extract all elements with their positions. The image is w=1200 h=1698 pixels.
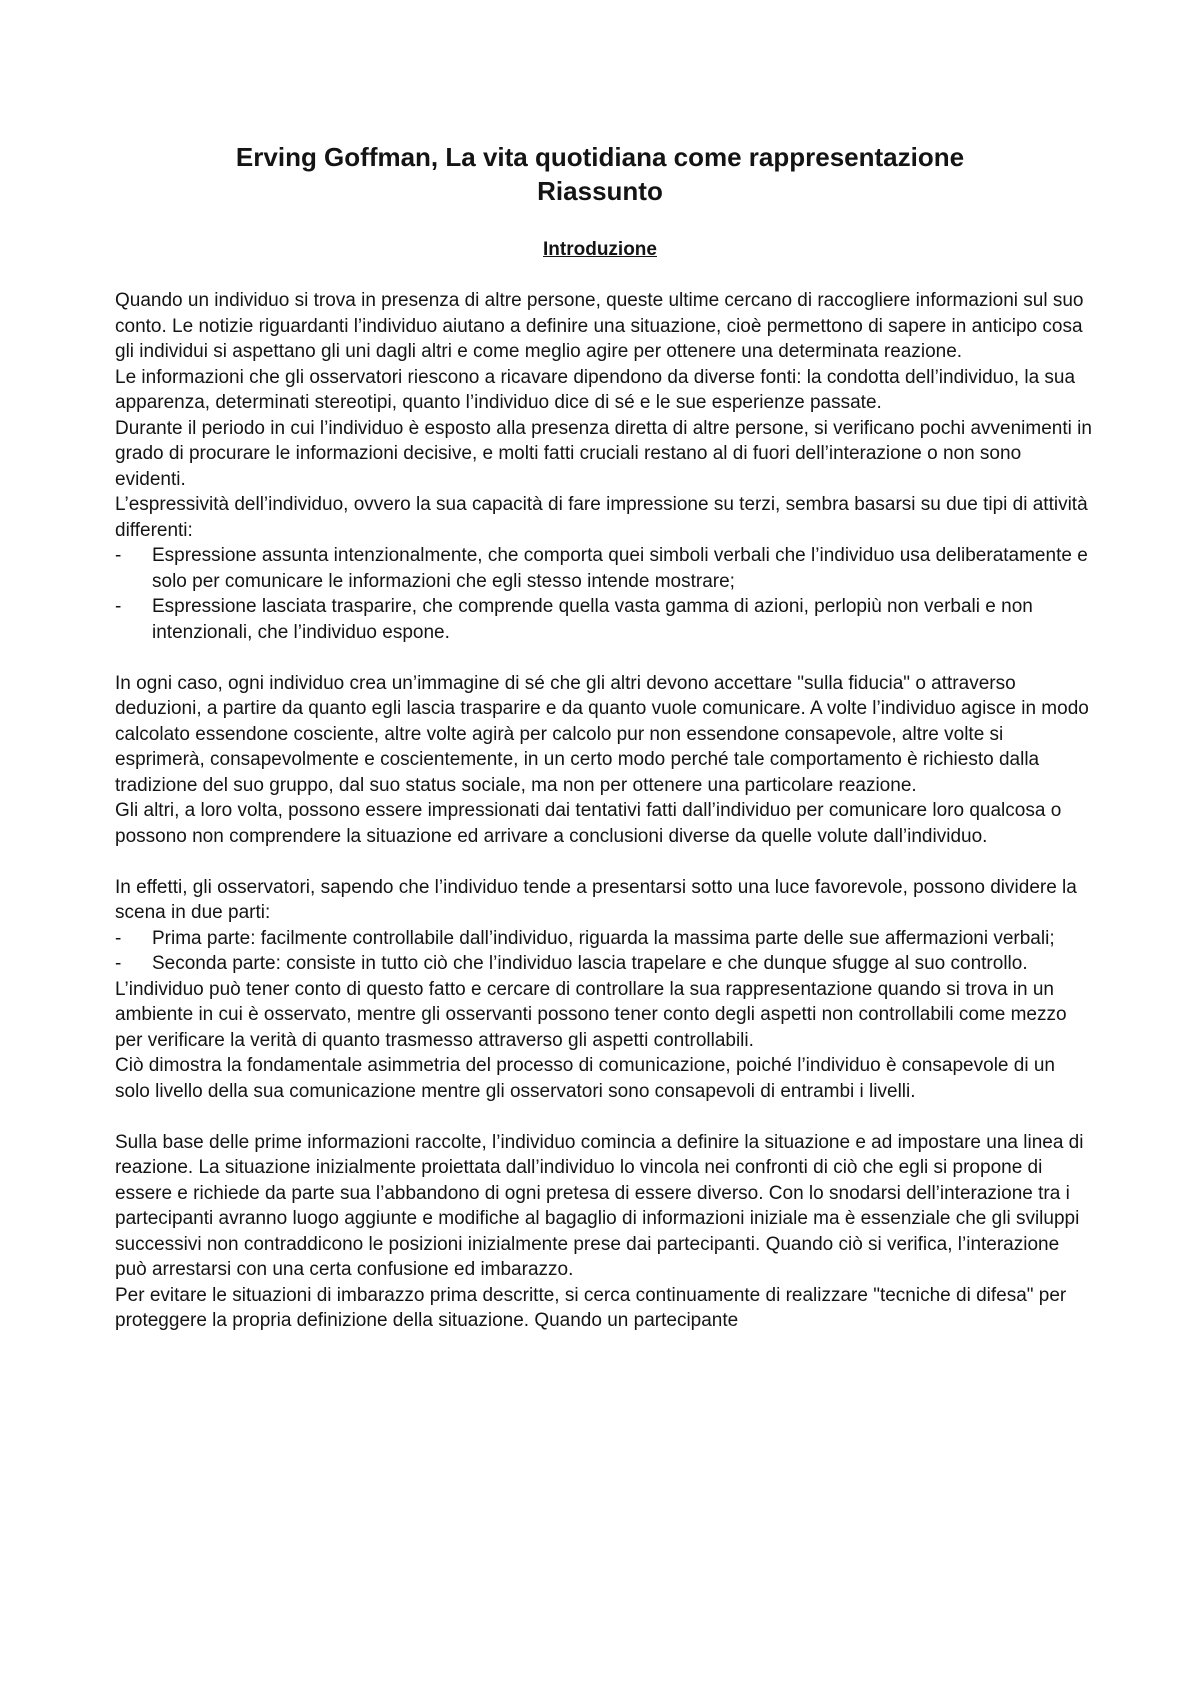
paragraph-gap	[115, 1104, 1095, 1130]
section-heading: Introduzione	[543, 239, 657, 260]
paragraph-6: Gli altri, a loro volta, possono essere impressionati dai tentativi fatti dall’individuo per comunicare loro qualcosa o possono non comprendere la situazione ed arrivare a conclusioni diverse da quelle volute dall’individuo.	[115, 800, 1062, 847]
list-item-text: Prima parte: facilmente controllabile dall’individuo, riguarda la massima parte delle sue affermazioni verbali;	[152, 927, 1055, 949]
list-item-text: Seconda parte: consiste in tutto ciò che l’individuo lascia trapelare e che dunque sfugge al suo controllo.	[152, 953, 1028, 974]
scene-parts-list	[115, 926, 1095, 977]
expressivity-list	[115, 543, 1095, 645]
list-item	[115, 594, 1095, 645]
paragraph-10: Sulla base delle prime informazioni raccolte, l’individuo comincia a definire la situazione e ad impostare una linea di reazione. La situazione inizialmente proiettata dall’individuo lo vincola nei confronti di ciò che egli si propone di essere e richiede da parte sua l’abbandono di ogni pretesa di essere diverso. Con lo snodarsi dell’interazione tra i partecipanti avranno luogo aggiunte e modifiche al bagaglio di informazioni iniziale ma è essenziale che gli sviluppi successivi non contraddicono le posizioni inizialmente prese dai partecipanti. Quando ciò si verifica, l’interazione può arrestarsi con una certa confusione ed imbarazzo.	[115, 1131, 1084, 1280]
paragraph-4: L’espressività dell’individuo, ovvero la sua capacità di fare impressione su terzi, sembra basarsi su due tipi di attività differenti:	[115, 494, 1088, 541]
paragraph-8: L’individuo può tener conto di questo fatto e cercare di controllare la sua rappresentazione quando si trova in un ambiente in cui è osservato, mentre gli osservanti possono tener conto degli aspetti non controllabili come mezzo per verificare la verità di quanto trasmesso attraverso gli aspetti controllabili.	[115, 978, 1067, 1051]
paragraph-9: Ciò dimostra la fondamentale asimmetria del processo di comunicazione, poiché l’individuo è consapevole di un solo livello della sua comunicazione mentre gli osservatori sono consapevoli di entrambi i livelli.	[115, 1055, 1055, 1102]
list-item	[115, 926, 1095, 952]
document-title	[0, 140, 1200, 208]
paragraph-5: In ogni caso, ogni individuo crea un’immagine di sé che gli altri devono accettare "sulla fiducia" o attraverso deduzioni, a partire da quanto egli lascia trasparire e da quanto vuole comunicare. A volte l’individuo agisce in modo calcolato essendone cosciente, altre volte agirà per calcolo pur non essendone consapevole, altre volte si esprimerà, consapevolmente e coscientemente, in un certo modo perché tale comportamento è richiesto dalla tradizione del suo gruppo, dal suo status sociale, ma non per ottenere una particolare reazione.	[115, 672, 1089, 796]
paragraph-2: Le informazioni che gli osservatori riescono a ricavare dipendono da diverse fonti: la condotta dell’individuo, la sua apparenza, determinati stereotipi, quanto l’individuo dice di sé e le sue esperienze passate.	[115, 366, 1076, 413]
paragraph-gap	[115, 849, 1095, 875]
paragraph-gap	[115, 645, 1095, 671]
bullet-dash: -	[115, 953, 122, 974]
bullet-dash: -	[115, 927, 122, 949]
bullet-dash: -	[115, 545, 122, 566]
title-line-2: Riassunto	[537, 176, 663, 206]
paragraph-1: Quando un individuo si trova in presenza di altre persone, queste ultime cercano di raccogliere informazioni sul suo conto. Le notizie riguardanti l’individuo aiutano a definire una situazione, cioè permettono di sapere in anticipo cosa gli individui si aspettano gli uni dagli altri e come meglio agire per ottenere una determinata reazione.	[115, 290, 1084, 362]
title-line-1: Erving Goffman, La vita quotidiana come rappresentazione	[235, 142, 965, 172]
document-body	[115, 288, 1095, 1334]
list-item-text: Espressione assunta intenzionalmente, che comporta quei simboli verbali che l’individuo usa deliberatamente e solo per comunicare le informazioni che egli stesso intende mostrare;	[152, 545, 1088, 592]
paragraph-7: In effetti, gli osservatori, sapendo che l’individuo tende a presentarsi sotto una luce favorevole, possono dividere la scena in due parti:	[115, 876, 1077, 923]
list-item	[115, 543, 1095, 594]
paragraph-11: Per evitare le situazioni di imbarazzo prima descritte, si cerca continuamente di realizzare "tecniche di difesa" per proteggere la propria definizione della situazione. Quando un partecipante	[115, 1284, 1067, 1331]
bullet-dash: -	[115, 596, 122, 617]
list-item	[115, 951, 1095, 977]
paragraph-3: Durante il periodo in cui l’individuo è esposto alla presenza diretta di altre persone, si verificano pochi avvenimenti in grado di procurare le informazioni decisive, e molti fatti cruciali restano al di fuori dell’interazione o non sono evidenti.	[115, 417, 1092, 490]
list-item-text: Espressione lasciata trasparire, che comprende quella vasta gamma di azioni, perlopiù non verbali e non intenzionali, che l’individuo espone.	[152, 596, 1033, 643]
